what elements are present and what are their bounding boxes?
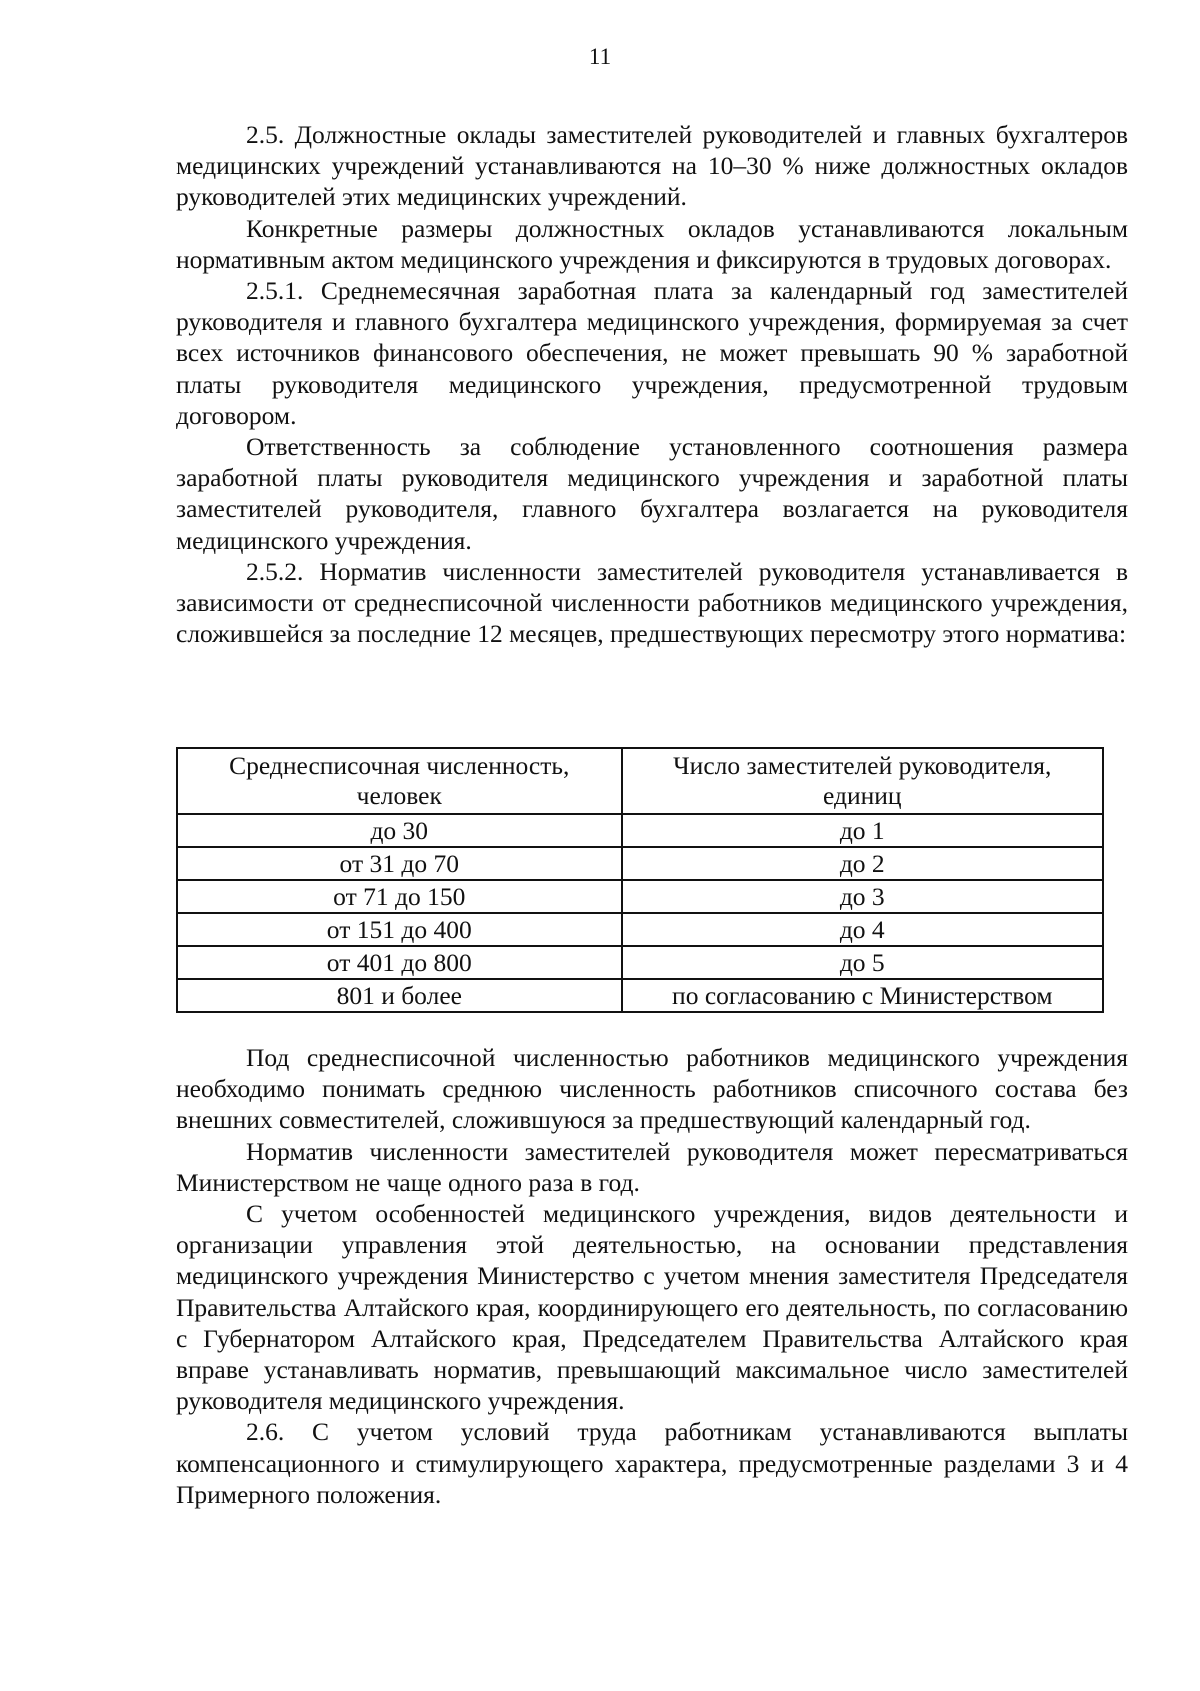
deputy-norm-table bbox=[176, 747, 1104, 1013]
paragraph-2-5: 2.5. Должностные оклады заместителей руководителей и главных бухгалтеров медицинских учреждений устанавливаются на 10–30 % ниже должностных окладов руководителей этих медицинских учреждений. bbox=[176, 120, 1128, 212]
paragraph-2-5-2: 2.5.2. Норматив численности заместителей руководителя устанавливается в зависимости от среднесписочной численности работников медицинского учреждения, сложившейся за последние 12 месяцев, предшествующих пересмотру этого норматива: bbox=[176, 556, 1128, 649]
paragraph-responsibility: Ответственность за соблюдение установленного соотношения размера заработной платы руководителя медицинского учреждения и заработной платы заместителей руководителя, главного бухгалтера возлагается на руководителя медицинского учреждения. bbox=[176, 432, 1128, 555]
table-row bbox=[177, 946, 1103, 979]
header-staff-count-line1: Среднесписочная численность, bbox=[229, 751, 570, 780]
table-header-row bbox=[177, 748, 1103, 814]
table-row bbox=[177, 814, 1103, 847]
cell-deputy-count: до 3 bbox=[622, 880, 1103, 913]
page-number: 11 bbox=[588, 44, 612, 69]
paragraph-2-6: 2.6. С учетом условий труда работникам устанавливаются выплаты компенсационного и стимулирующего характера, предусмотренные разделами 3 и 4 Примерного положения. bbox=[176, 1417, 1128, 1509]
cell-deputy-count: до 5 bbox=[622, 946, 1103, 979]
text-block-top bbox=[176, 119, 1128, 649]
table-row bbox=[177, 880, 1103, 913]
cell-staff-count: до 30 bbox=[177, 814, 622, 847]
header-deputy-count-line1: Число заместителей руководителя, bbox=[673, 751, 1052, 780]
header-staff-count-line2: человек bbox=[356, 781, 442, 810]
cell-staff-count: от 151 до 400 bbox=[177, 913, 622, 946]
cell-deputy-count: до 4 bbox=[622, 913, 1103, 946]
cell-deputy-count: до 2 bbox=[622, 847, 1103, 880]
cell-staff-count: от 71 до 150 bbox=[177, 880, 622, 913]
paragraph-salary-sizes: Конкретные размеры должностных окладов устанавливаются локальным нормативным актом медицинского учреждения и фиксируются в трудовых договорах. bbox=[176, 213, 1128, 274]
table-row bbox=[177, 979, 1103, 1012]
paragraph-norm-revision: Норматив численности заместителей руководителя может пересматриваться Министерством не чаще одного раза в год. bbox=[176, 1136, 1128, 1197]
cell-deputy-count: до 1 bbox=[622, 814, 1103, 847]
paragraph-norm-exceed: С учетом особенностей медицинского учреждения, видов деятельности и организации управления этой деятельностью, на основании представления медицинского учреждения Министерство с учетом мнения заместителя Председателя Правительства Алтайского края, координирующего его деятельность, по согласованию с Губернатором Алтайского края, Председателем Правительства Алтайского края вправе устанавливать норматив, превышающий максимальное число заместителей руководителя медицинского учреждения. bbox=[176, 1199, 1128, 1416]
header-staff-count bbox=[177, 748, 622, 814]
header-deputy-count-line2: единиц bbox=[822, 781, 902, 810]
cell-deputy-count: по согласованию с Министерством bbox=[622, 979, 1103, 1012]
table-row bbox=[177, 913, 1103, 946]
text-block-bottom bbox=[176, 1042, 1128, 1510]
table-row bbox=[177, 847, 1103, 880]
paragraph-2-5-1: 2.5.1. Среднемесячная заработная плата за календарный год заместителей руководителя и главного бухгалтера медицинского учреждения, формируемая за счет всех источников финансового обеспечения, не может превышать 90 % заработной платы руководителя медицинского учреждения, предусмотренной трудовым договором. bbox=[176, 276, 1128, 430]
cell-staff-count: 801 и более bbox=[177, 979, 622, 1012]
paragraph-average-staff-definition: Под среднесписочной численностью работников медицинского учреждения необходимо понимать среднюю численность работников списочного состава без внешних совместителей, сложившуюся за предшествующий календарный год. bbox=[176, 1043, 1128, 1135]
header-deputy-count bbox=[622, 748, 1103, 814]
cell-staff-count: от 31 до 70 bbox=[177, 847, 622, 880]
cell-staff-count: от 401 до 800 bbox=[177, 946, 622, 979]
